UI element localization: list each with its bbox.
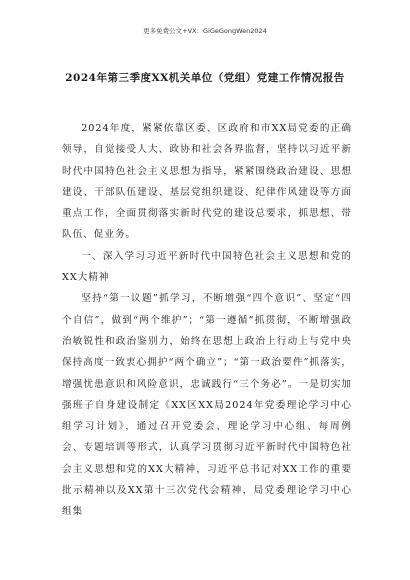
intro-paragraph: 2024年度，紧紧依靠区委、区政府和市XX局党委的正确领导，自觉接受人大、政协和社会各界监督，坚持以习近平新时代中国特色社会主义思想为指导，紧紧围绕政治建设、思想建设、干部队伍建设、基层党组织建设、纪律作风建设等方面重点工作，全面贯彻落实新时代党的建设总要求，抓思想、带队伍、促业务。 (62, 123, 352, 241)
body-paragraph: 坚持“第一议题”抓学习，不断增强“四个意识”、坚定“四个自信”，做到“两个维护”；“第一遵循”抓贯彻，不断增强政治敏锐性和政治鉴别力，始终在思想上政治上行动上与党中央保持高度一致衷心拥护“两个确立”；“第一政治要件”抓落实，增强忧患意识和风险意识，忠诚践行“三个务必”。一是切实加强班子自身建设制定《XX区XX局2024年党委理论学习中心组学习计划》，通过召开党委会、理论学习中心组、每周例会、专题培训等形式，认真学习贯彻习近平新时代中国特色社会主义思想和党的XX大精神，习近平总书记对XX工作的重要批示精神以及XX第十三次党代会精神，局党委理论学习中心组集 (62, 293, 352, 518)
header-note: 更多免费公文+VX：GiGeGongWen2024 (143, 27, 267, 35)
document-title: 2024年第三季度XX机关单位（党组）党建工作情况报告 (65, 72, 345, 84)
section-heading: 一、深入学习习近平新时代中国特色社会主义思想和党的XX大精神 (62, 250, 352, 284)
document-body (62, 118, 352, 523)
